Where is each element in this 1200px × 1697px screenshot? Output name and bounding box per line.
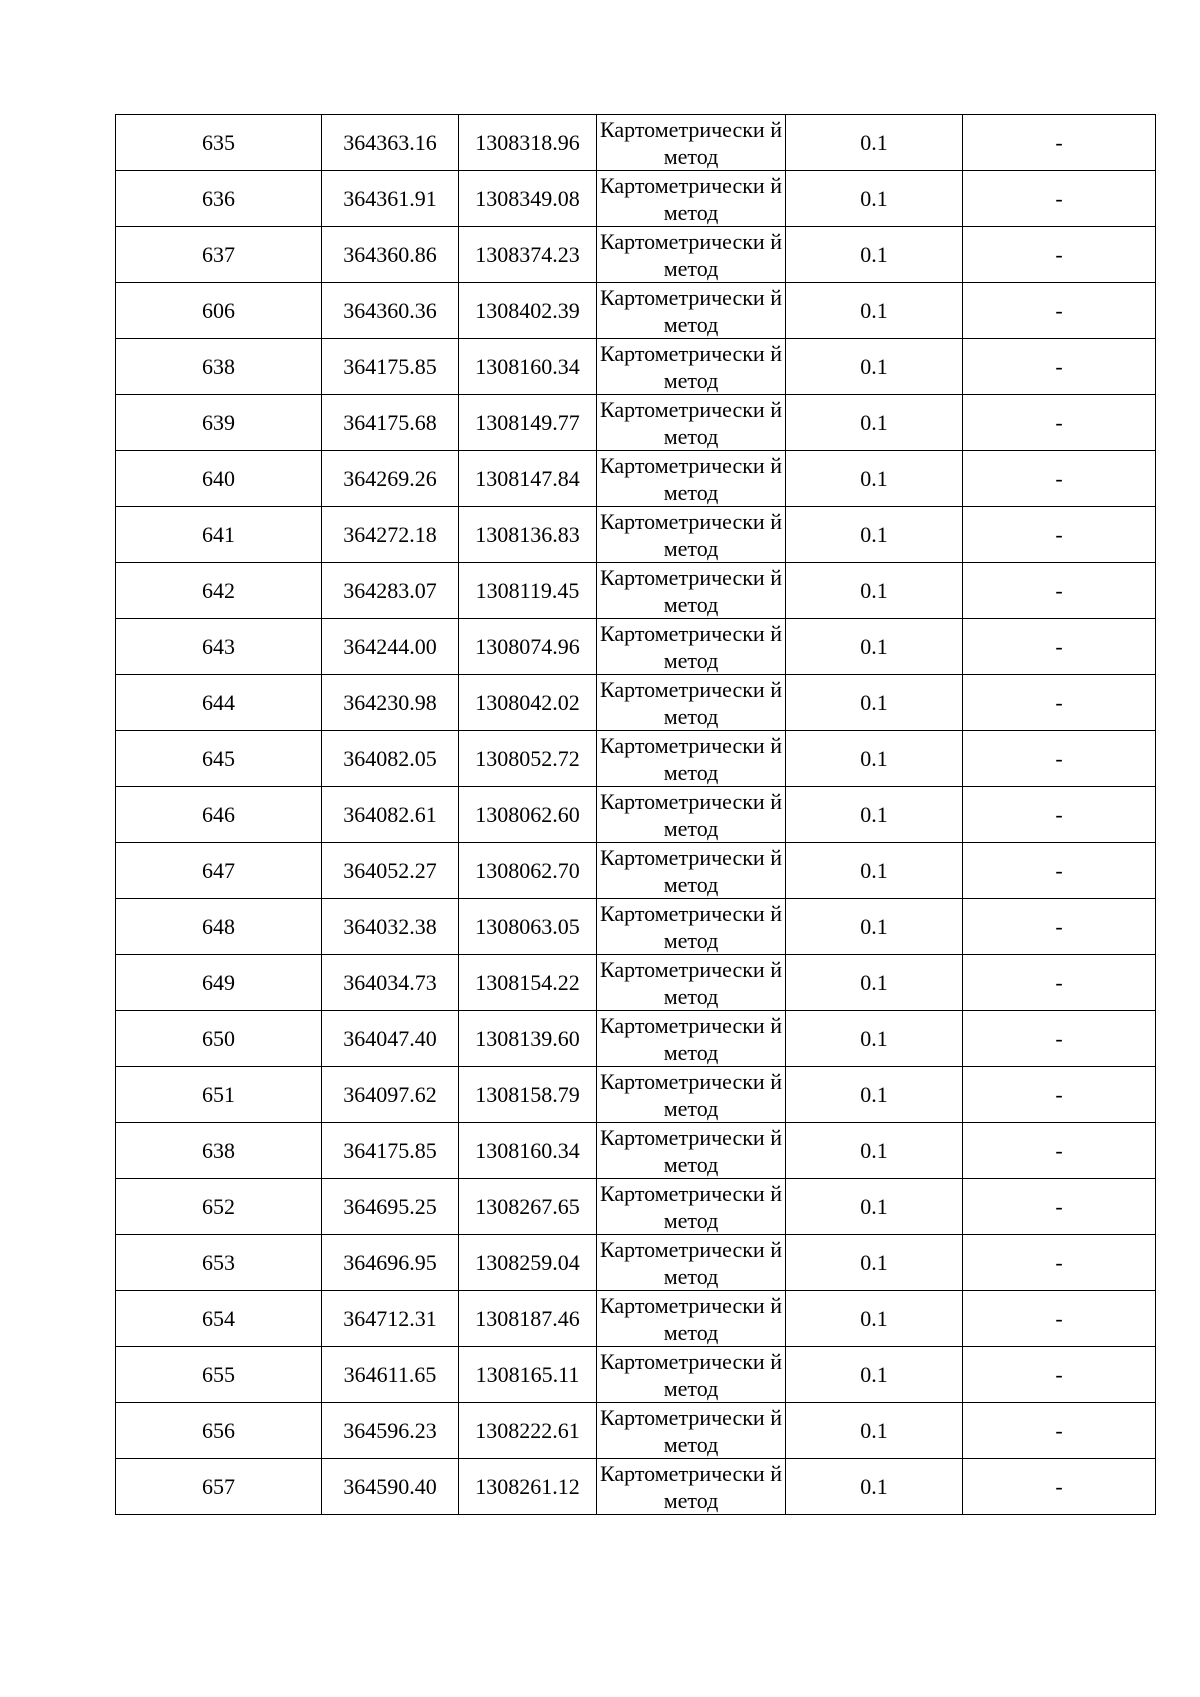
- method-cell: Картометрически й метод: [597, 619, 786, 675]
- x-coordinate-cell: 364175.85: [322, 1123, 459, 1179]
- y-coordinate-cell: 1308222.61: [459, 1403, 597, 1459]
- x-coordinate-cell: 364712.31: [322, 1291, 459, 1347]
- y-coordinate-cell: 1308160.34: [459, 1123, 597, 1179]
- description-cell: -: [963, 395, 1156, 451]
- description-cell: -: [963, 675, 1156, 731]
- y-coordinate-cell: 1308074.96: [459, 619, 597, 675]
- description-cell: -: [963, 1291, 1156, 1347]
- accuracy-cell: 0.1: [786, 1347, 963, 1403]
- accuracy-cell: 0.1: [786, 227, 963, 283]
- accuracy-cell: 0.1: [786, 563, 963, 619]
- description-cell: -: [963, 1347, 1156, 1403]
- table-row: [116, 171, 1156, 227]
- x-coordinate-cell: 364244.00: [322, 619, 459, 675]
- x-coordinate-cell: 364695.25: [322, 1179, 459, 1235]
- point-number-cell: 638: [116, 1123, 322, 1179]
- y-coordinate-cell: 1308154.22: [459, 955, 597, 1011]
- accuracy-cell: 0.1: [786, 955, 963, 1011]
- x-coordinate-cell: 364590.40: [322, 1459, 459, 1515]
- description-cell: -: [963, 1179, 1156, 1235]
- method-cell: Картометрически й метод: [597, 1291, 786, 1347]
- point-number-cell: 650: [116, 1011, 322, 1067]
- table-row: [116, 1011, 1156, 1067]
- method-cell: Картометрически й метод: [597, 171, 786, 227]
- accuracy-cell: 0.1: [786, 395, 963, 451]
- x-coordinate-cell: 364032.38: [322, 899, 459, 955]
- x-coordinate-cell: 364360.86: [322, 227, 459, 283]
- table-row: [116, 563, 1156, 619]
- accuracy-cell: 0.1: [786, 1067, 963, 1123]
- accuracy-cell: 0.1: [786, 115, 963, 171]
- point-number-cell: 635: [116, 115, 322, 171]
- method-cell: Картометрически й метод: [597, 115, 786, 171]
- y-coordinate-cell: 1308160.34: [459, 339, 597, 395]
- description-cell: -: [963, 227, 1156, 283]
- method-cell: Картометрически й метод: [597, 843, 786, 899]
- description-cell: -: [963, 1011, 1156, 1067]
- accuracy-cell: 0.1: [786, 171, 963, 227]
- table-row: [116, 1403, 1156, 1459]
- table-row: [116, 507, 1156, 563]
- accuracy-cell: 0.1: [786, 899, 963, 955]
- x-coordinate-cell: 364047.40: [322, 1011, 459, 1067]
- x-coordinate-cell: 364696.95: [322, 1235, 459, 1291]
- table-row: [116, 227, 1156, 283]
- accuracy-cell: 0.1: [786, 1403, 963, 1459]
- method-cell: Картометрически й метод: [597, 563, 786, 619]
- method-cell: Картометрически й метод: [597, 1459, 786, 1515]
- point-number-cell: 646: [116, 787, 322, 843]
- y-coordinate-cell: 1308149.77: [459, 395, 597, 451]
- method-cell: Картометрически й метод: [597, 1235, 786, 1291]
- method-cell: Картометрически й метод: [597, 1403, 786, 1459]
- description-cell: -: [963, 955, 1156, 1011]
- description-cell: -: [963, 283, 1156, 339]
- description-cell: -: [963, 619, 1156, 675]
- x-coordinate-cell: 364097.62: [322, 1067, 459, 1123]
- method-cell: Картометрически й метод: [597, 1067, 786, 1123]
- method-cell: Картометрически й метод: [597, 787, 786, 843]
- accuracy-cell: 0.1: [786, 619, 963, 675]
- description-cell: -: [963, 731, 1156, 787]
- table-row: [116, 731, 1156, 787]
- method-cell: Картометрически й метод: [597, 227, 786, 283]
- point-number-cell: 639: [116, 395, 322, 451]
- description-cell: -: [963, 1123, 1156, 1179]
- table-row: [116, 339, 1156, 395]
- x-coordinate-cell: 364596.23: [322, 1403, 459, 1459]
- table-row: [116, 1347, 1156, 1403]
- point-number-cell: 656: [116, 1403, 322, 1459]
- accuracy-cell: 0.1: [786, 1011, 963, 1067]
- method-cell: Картометрически й метод: [597, 955, 786, 1011]
- accuracy-cell: 0.1: [786, 731, 963, 787]
- y-coordinate-cell: 1308136.83: [459, 507, 597, 563]
- method-cell: Картометрически й метод: [597, 395, 786, 451]
- description-cell: -: [963, 1235, 1156, 1291]
- description-cell: -: [963, 171, 1156, 227]
- x-coordinate-cell: 364283.07: [322, 563, 459, 619]
- table-row: [116, 283, 1156, 339]
- point-number-cell: 645: [116, 731, 322, 787]
- description-cell: -: [963, 1459, 1156, 1515]
- y-coordinate-cell: 1308042.02: [459, 675, 597, 731]
- y-coordinate-cell: 1308139.60: [459, 1011, 597, 1067]
- y-coordinate-cell: 1308187.46: [459, 1291, 597, 1347]
- x-coordinate-cell: 364360.36: [322, 283, 459, 339]
- x-coordinate-cell: 364230.98: [322, 675, 459, 731]
- accuracy-cell: 0.1: [786, 283, 963, 339]
- method-cell: Картометрически й метод: [597, 899, 786, 955]
- point-number-cell: 638: [116, 339, 322, 395]
- point-number-cell: 644: [116, 675, 322, 731]
- table-row: [116, 395, 1156, 451]
- point-number-cell: 651: [116, 1067, 322, 1123]
- table-row: [116, 675, 1156, 731]
- y-coordinate-cell: 1308063.05: [459, 899, 597, 955]
- y-coordinate-cell: 1308318.96: [459, 115, 597, 171]
- method-cell: Картометрически й метод: [597, 1179, 786, 1235]
- accuracy-cell: 0.1: [786, 1459, 963, 1515]
- point-number-cell: 641: [116, 507, 322, 563]
- point-number-cell: 643: [116, 619, 322, 675]
- point-number-cell: 640: [116, 451, 322, 507]
- table-row: [116, 1067, 1156, 1123]
- point-number-cell: 655: [116, 1347, 322, 1403]
- table-row: [116, 1179, 1156, 1235]
- x-coordinate-cell: 364082.05: [322, 731, 459, 787]
- y-coordinate-cell: 1308052.72: [459, 731, 597, 787]
- method-cell: Картометрически й метод: [597, 507, 786, 563]
- point-number-cell: 637: [116, 227, 322, 283]
- y-coordinate-cell: 1308259.04: [459, 1235, 597, 1291]
- table-row: [116, 899, 1156, 955]
- accuracy-cell: 0.1: [786, 507, 963, 563]
- x-coordinate-cell: 364272.18: [322, 507, 459, 563]
- description-cell: -: [963, 787, 1156, 843]
- table-row: [116, 843, 1156, 899]
- method-cell: Картометрически й метод: [597, 731, 786, 787]
- accuracy-cell: 0.1: [786, 1123, 963, 1179]
- y-coordinate-cell: 1308261.12: [459, 1459, 597, 1515]
- x-coordinate-cell: 364082.61: [322, 787, 459, 843]
- accuracy-cell: 0.1: [786, 787, 963, 843]
- description-cell: -: [963, 507, 1156, 563]
- table-row: [116, 115, 1156, 171]
- y-coordinate-cell: 1308267.65: [459, 1179, 597, 1235]
- point-number-cell: 647: [116, 843, 322, 899]
- y-coordinate-cell: 1308402.39: [459, 283, 597, 339]
- x-coordinate-cell: 364052.27: [322, 843, 459, 899]
- coordinates-table-body: [116, 115, 1156, 1515]
- accuracy-cell: 0.1: [786, 1179, 963, 1235]
- x-coordinate-cell: 364175.85: [322, 339, 459, 395]
- accuracy-cell: 0.1: [786, 843, 963, 899]
- description-cell: -: [963, 115, 1156, 171]
- x-coordinate-cell: 364361.91: [322, 171, 459, 227]
- x-coordinate-cell: 364363.16: [322, 115, 459, 171]
- accuracy-cell: 0.1: [786, 1291, 963, 1347]
- point-number-cell: 636: [116, 171, 322, 227]
- point-number-cell: 653: [116, 1235, 322, 1291]
- x-coordinate-cell: 364175.68: [322, 395, 459, 451]
- point-number-cell: 642: [116, 563, 322, 619]
- description-cell: -: [963, 451, 1156, 507]
- point-number-cell: 606: [116, 283, 322, 339]
- accuracy-cell: 0.1: [786, 339, 963, 395]
- x-coordinate-cell: 364269.26: [322, 451, 459, 507]
- table-row: [116, 451, 1156, 507]
- point-number-cell: 648: [116, 899, 322, 955]
- y-coordinate-cell: 1308374.23: [459, 227, 597, 283]
- y-coordinate-cell: 1308147.84: [459, 451, 597, 507]
- y-coordinate-cell: 1308119.45: [459, 563, 597, 619]
- y-coordinate-cell: 1308349.08: [459, 171, 597, 227]
- accuracy-cell: 0.1: [786, 451, 963, 507]
- description-cell: -: [963, 1403, 1156, 1459]
- coordinates-table: [115, 114, 1156, 1515]
- description-cell: -: [963, 843, 1156, 899]
- point-number-cell: 652: [116, 1179, 322, 1235]
- method-cell: Картометрически й метод: [597, 339, 786, 395]
- description-cell: -: [963, 339, 1156, 395]
- table-row: [116, 619, 1156, 675]
- description-cell: -: [963, 899, 1156, 955]
- point-number-cell: 649: [116, 955, 322, 1011]
- method-cell: Картометрически й метод: [597, 1123, 786, 1179]
- description-cell: -: [963, 563, 1156, 619]
- point-number-cell: 654: [116, 1291, 322, 1347]
- accuracy-cell: 0.1: [786, 1235, 963, 1291]
- table-row: [116, 1235, 1156, 1291]
- y-coordinate-cell: 1308062.60: [459, 787, 597, 843]
- description-cell: -: [963, 1067, 1156, 1123]
- table-row: [116, 1123, 1156, 1179]
- method-cell: Картометрически й метод: [597, 1347, 786, 1403]
- table-row: [116, 1459, 1156, 1515]
- table-row: [116, 787, 1156, 843]
- table-row: [116, 955, 1156, 1011]
- y-coordinate-cell: 1308165.11: [459, 1347, 597, 1403]
- method-cell: Картометрически й метод: [597, 1011, 786, 1067]
- point-number-cell: 657: [116, 1459, 322, 1515]
- table-row: [116, 1291, 1156, 1347]
- y-coordinate-cell: 1308062.70: [459, 843, 597, 899]
- x-coordinate-cell: 364034.73: [322, 955, 459, 1011]
- method-cell: Картометрически й метод: [597, 451, 786, 507]
- x-coordinate-cell: 364611.65: [322, 1347, 459, 1403]
- y-coordinate-cell: 1308158.79: [459, 1067, 597, 1123]
- accuracy-cell: 0.1: [786, 675, 963, 731]
- method-cell: Картометрически й метод: [597, 675, 786, 731]
- method-cell: Картометрически й метод: [597, 283, 786, 339]
